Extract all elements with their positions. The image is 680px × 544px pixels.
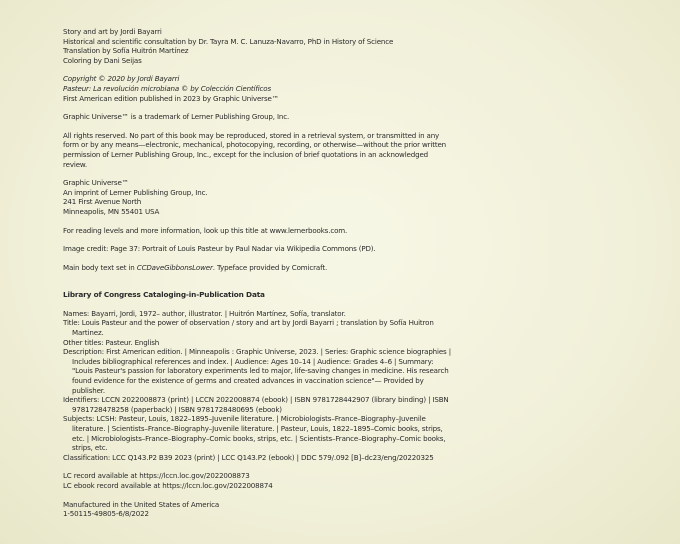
rights-notice: All rights reserved. No part of this book may be reproduced, stored in a retrieval system, or transmitted in any form or by any means—electronic, mechanical, photocopying, recording, or otherwise—without the prior written permission of Lerner Publishing Group, Inc., except for the inclusion of brief quotations in an acknowledged review. <box>63 130 447 169</box>
image-credit: Image credit: Page 37: Portrait of Louis Pasteur by Paul Nadar via Wikipedia Commons (PD). <box>63 244 376 254</box>
cip-subjects: Subjects: LCSH: Pasteur, Louis, 1822–1895–Juvenile literature. | Microbiologists–France–Biography–Juvenile literature. | Scientists–France–Biography–Juvenile literature. | Pasteur, Louis, 1822–1895–Comic books, strips, etc. | Microbiologists–France–Biography–Comic books, strips, etc. | Scientists–France–Biography–Comic books, strips, etc. <box>63 414 446 453</box>
typeface-font-name: CCDaveGibbonsLower <box>136 262 213 272</box>
reading-levels-note: For reading levels and more information, look up this title at www.lernerbooks.com. <box>63 225 348 235</box>
cip-identifiers: Identifiers: LCCN 2022008873 (print) | LCCN 2022008874 (ebook) | ISBN 9781728442907 (library binding) | ISBN 9781728478258 (paperback) | ISBN 9781728480695 (ebook) <box>63 395 449 414</box>
lc-record-link: LC record available at https://lccn.loc.gov/2022008873 <box>63 471 250 481</box>
credit-story-art: Story and art by Jordi Bayarri <box>63 27 162 36</box>
credits-block <box>63 27 453 65</box>
credit-consultation: Historical and scientific consultation by Dr. Tayra M. C. Lanuza-Navarro, PhD in History of Science <box>63 36 394 46</box>
manufacture-block <box>63 500 453 519</box>
credit-translation: Translation by Sofía Huitrón Martínez <box>63 46 189 56</box>
original-rights: © by Colección Científicos <box>179 83 272 93</box>
copyright-block <box>63 74 453 103</box>
original-title: Pasteur: La revolución microbiana <box>63 83 180 93</box>
lc-ebook-record-link: LC ebook record available at https://lccn.loc.gov/2022008874 <box>63 480 273 490</box>
trademark-notice: Graphic Universe™ is a trademark of Lerner Publishing Group, Inc. <box>63 112 290 122</box>
original-edition-notice <box>63 84 453 94</box>
typeface-note <box>63 263 453 273</box>
typeface-note-prefix: Main body text set in <box>63 262 137 272</box>
publisher-imprint: An imprint of Lerner Publishing Group, Inc. <box>63 187 208 197</box>
cip-description: Description: First American edition. | Minneapolis : Graphic Universe, 2023. | Series: Graphic science biographies | Includes bibliographical references and index. | Audience: Ages 10–14 | Audience: Grades 4–6 | Summary: "Louis Pasteur's passion for laboratory experiments led to major, life-saving changes in medicine. His research found evidence for the existence of germs and created advances in vaccination science"— Provided by publisher. <box>63 347 451 395</box>
publisher-street: 241 First Avenue North <box>63 197 142 207</box>
american-edition-notice: First American edition published in 2023 by Graphic Universe™ <box>63 93 279 103</box>
manufacture-country: Manufactured in the United States of America <box>63 499 220 509</box>
copyright-text-block <box>63 27 453 519</box>
credit-coloring: Coloring by Dani Seijas <box>63 55 142 65</box>
cip-title: Title: Louis Pasteur and the power of observation / story and art by Jordi Bayarri ; translation by Sofía Huitron Martinez. <box>63 318 434 338</box>
publisher-name: Graphic Universe™ <box>63 178 129 188</box>
cip-classification: Classification: LCC Q143.P2 B39 2023 (print) | LCC Q143.P2 (ebook) | DDC 579/.092 [B]–dc23/eng/20220325 <box>63 452 434 462</box>
cip-other-titles: Other titles: Pasteur. English <box>63 337 160 347</box>
cip-data-block <box>63 309 453 463</box>
publisher-address <box>63 178 453 216</box>
cip-names: Names: Bayarri, Jordi, 1972– author, illustrator. | Huitrón Martínez, Sofía, translator. <box>63 308 346 318</box>
cip-heading: Library of Congress Cataloging-in-Publication Data <box>63 290 265 300</box>
typeface-note-suffix: . Typeface provided by Comicraft. <box>212 262 328 272</box>
copyright-notice: Copyright © 2020 by Jordi Bayarri <box>63 74 180 84</box>
print-code: 1-50115-49805-6/8/2022 <box>63 509 149 519</box>
lc-records <box>63 471 453 490</box>
publisher-city: Minneapolis, MN 55401 USA <box>63 206 160 216</box>
